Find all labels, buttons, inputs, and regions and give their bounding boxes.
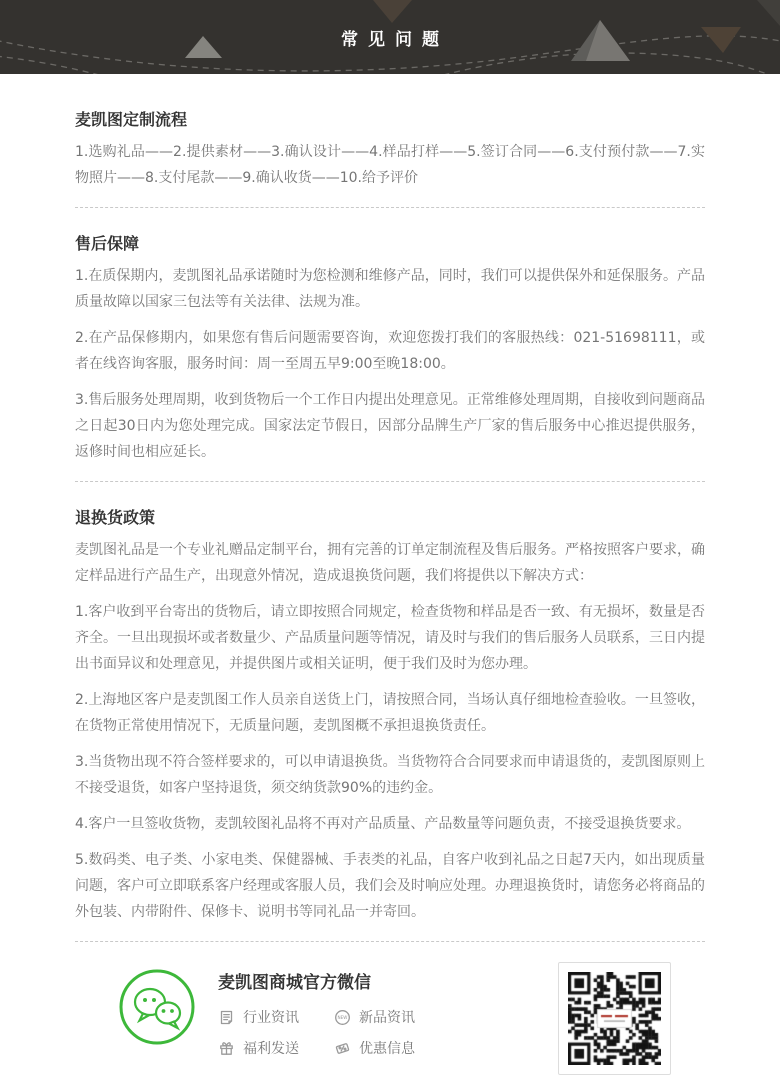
faq-content [0,110,780,1075]
section-heading: 售后保障 [75,234,140,253]
new-badge-text: NEW [337,1014,348,1020]
page-title: 常见问题 [341,29,449,50]
section-after-sales [75,234,705,465]
section-custom-process [75,110,705,191]
wechat-feature-item [334,1007,424,1027]
news-icon [218,1009,235,1026]
wechat-feature-label: 优惠信息 [359,1041,415,1057]
section-paragraph: 5.数码类、电子类、小家电类、保健器械、手表类的礼品，自客户收到礼品之日起7天内，如出现质量问题，客户可立即联系客户经理或客服人员，我们会及时响应处理。办理退换货时，请您务必将商品的外包装、内带附件、保修卡、说明书等同礼品一并寄回。 [75,852,705,920]
section-paragraph: 2.在产品保修期内，如果您有售后问题需要咨询，欢迎您拨打我们的客服热线：021-51698111，或者在线咨询客服，服务时间：周一至周五早9:00至晚18:00。 [75,330,705,372]
page-header [0,0,780,74]
section-paragraph: 1.选购礼品——2.提供素材——3.确认设计——4.样品打样——5.签订合同——6.支付预付款——7.实物照片——8.支付尾款——9.确认收货——10.给予评价 [75,144,705,186]
qr-canvas [568,972,661,1065]
wechat-feature-grid [218,1007,424,1058]
wechat-logo-icon [118,968,196,1046]
coupon-icon [334,1040,351,1057]
section-paragraph: 2.上海地区客户是麦凯图工作人员亲自送货上门，请按照合同，当场认真仔细地检查验收。一旦签收，在货物正常使用情况下，无质量问题，麦凯图概不承担退换货责任。 [75,692,705,734]
wechat-info-block [218,962,424,1058]
gift-icon [218,1040,235,1057]
wechat-feature-label: 新品资讯 [359,1010,415,1026]
wechat-feature-item [334,1038,424,1058]
wechat-footer [75,962,705,1075]
wechat-title: 麦凯图商城官方微信 [218,973,371,993]
wechat-feature-item [218,1007,308,1027]
section-paragraph: 1.客户收到平台寄出的货物后，请立即按照合同规定，检查货物和样品是否一致、有无损坏，数量是否齐全。一旦出现损坏或者数量少、产品质量问题等情况，请及时与我们的售后服务人员联系，三日内提出书面异议和处理意见，并提供图片或相关证明，便于我们及时为您办理。 [75,604,705,672]
section-paragraph: 1.在质保期内，麦凯图礼品承诺随时为您检测和维修产品，同时，我们可以提供保外和延保服务。产品质量故障以国家三包法等有关法律、法规为准。 [75,268,705,310]
section-paragraph: 3.当货物出现不符合签样要求的，可以申请退换货。当货物符合合同要求而申请退货的，麦凯图原则上不接受退货，如客户坚持退货，须交纳货款90%的违约金。 [75,754,705,796]
new-badge-icon [334,1009,351,1026]
section-paragraph: 麦凯图礼品是一个专业礼赠品定制平台，拥有完善的订单定制流程及售后服务。严格按照客户要求，确定样品进行产品生产，出现意外情况，造成退换货问题，我们将提供以下解决方式： [75,542,705,584]
qr-code [558,962,671,1075]
wechat-feature-label: 行业资讯 [243,1010,299,1026]
section-paragraph: 4.客户一旦签收货物，麦凯较图礼品将不再对产品质量、产品数量等问题负责，不接受退换货要求。 [75,816,691,832]
section-paragraph: 3.售后服务处理周期，收到货物后一个工作日内提出处理意见。正常维修处理周期，自接收到问题商品之日起30日内为您处理完成。国家法定节假日，因部分品牌生产厂家的售后服务中心推迟提供服务，返修时间也相应延长。 [75,392,705,460]
dashed-divider [75,941,705,942]
section-return-policy [75,508,705,925]
wechat-feature-item [218,1038,308,1058]
section-heading: 退换货政策 [75,508,156,527]
dashed-divider [75,207,705,208]
wechat-feature-label: 福利发送 [243,1041,299,1057]
section-heading: 麦凯图定制流程 [75,110,188,129]
dashed-divider [75,481,705,482]
